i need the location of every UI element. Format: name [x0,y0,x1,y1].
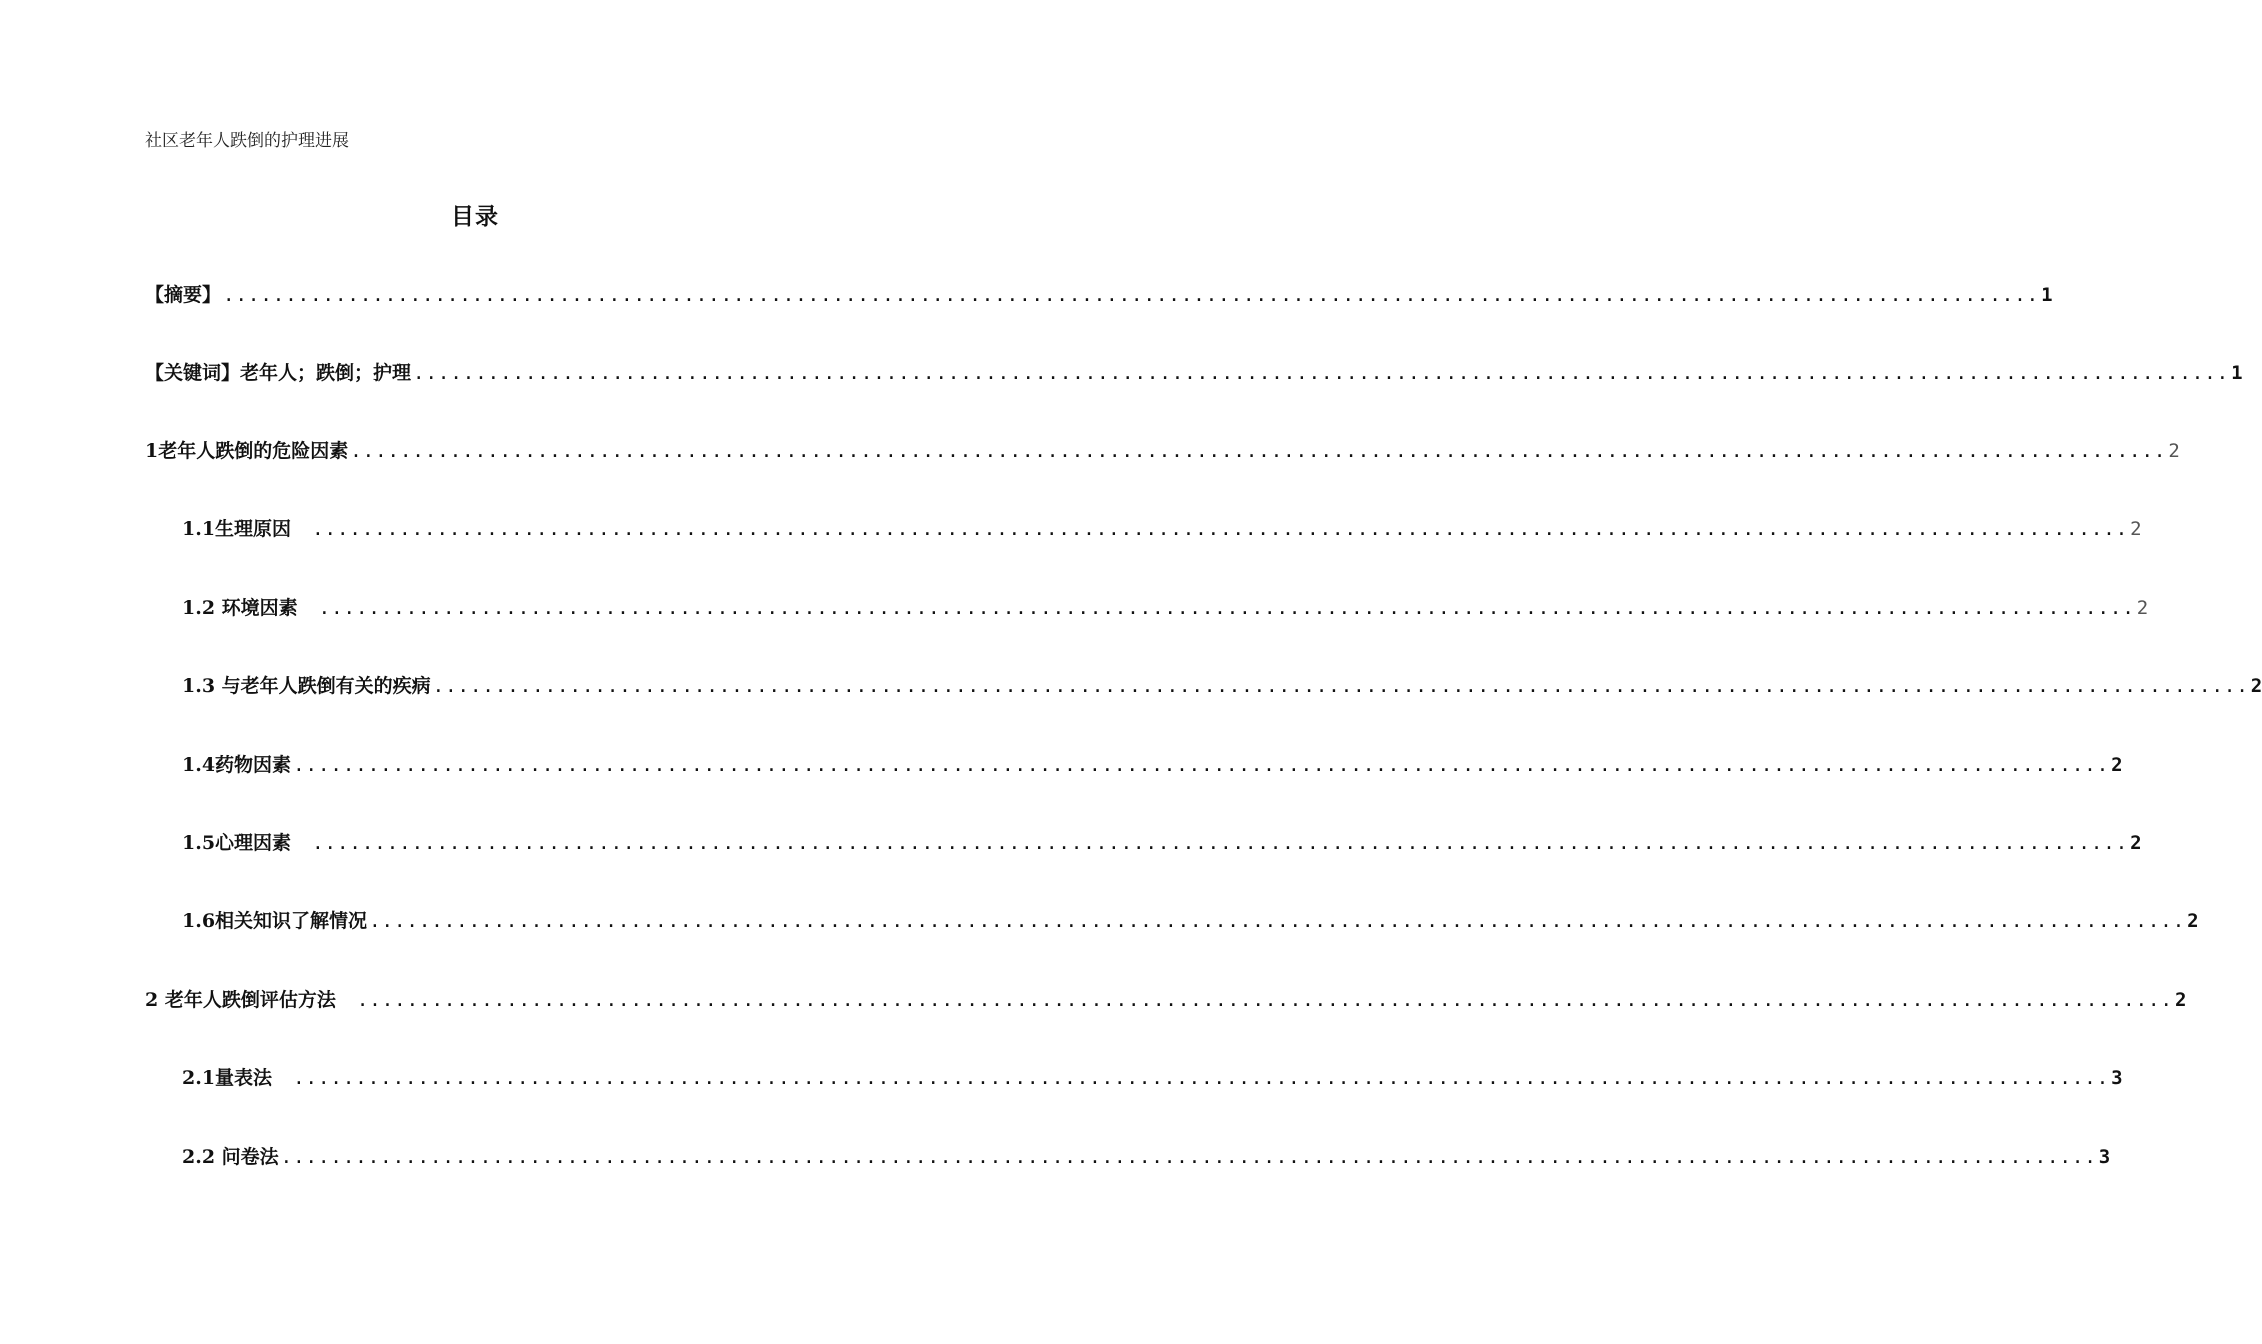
toc-leader-dots: .................................................................................................................................................. [280,1146,2097,1168]
running-header: 社区老年人跌倒的护理进展 [145,131,349,151]
toc-page-number: 2 [2130,832,2142,854]
toc-entry-section-2-2[interactable] [182,1142,2111,1172]
toc-entry-section-1-1[interactable] [182,514,2142,544]
toc-entry-section-1-2[interactable] [182,593,2149,623]
toc-entry-label: 1.3 与老年人跌倒有关的疾病 [182,675,431,697]
toc-entry-label: 1.5心理因素 [182,832,311,854]
toc-entry-abstract[interactable] [145,280,2053,310]
toc-title: 目录 [451,203,499,230]
toc-leader-dots: .................................................................................................................................................. [432,675,2249,697]
toc-entry-section-2-1[interactable] [182,1063,2123,1093]
toc-entry-label: 1.4药物因素 [182,754,292,776]
toc-entry-section-1[interactable] [145,436,2180,466]
toc-entry-label: 【关键词】老年人；跌倒；护理 [145,362,412,384]
toc-leader-dots: .................................................................................................................................................. [293,754,2110,776]
toc-leader-dots: .................................................................................................................................................. [350,440,2167,462]
toc-page-number: 2 [2187,910,2199,932]
toc-page-number: 2 [2130,518,2142,540]
toc-leader-dots: .................................................................................................................................................. [312,518,2129,540]
toc-leader-dots: .................................................................................................................................................. [318,597,2135,619]
toc-page-number: 2 [2168,440,2180,462]
toc-entry-label: 2.2 问卷法 [182,1146,279,1168]
toc-page-number: 2 [2136,597,2149,619]
toc-page-number: 2 [2174,989,2187,1011]
toc-page-number: 1 [2041,284,2053,306]
toc-entry-section-1-3[interactable] [182,671,2262,701]
toc-entry-label: 1.6相关知识了解情况 [182,910,368,932]
toc-leader-dots: .................................................................................................................................................. [369,910,2186,932]
toc-entry-label: 1.1生理原因 [182,518,311,540]
toc-page-number: 2 [2250,675,2262,697]
toc-leader-dots: .................................................................................................................................................. [356,989,2173,1011]
toc-entry-section-2[interactable] [145,985,2187,1015]
toc-page-number: 3 [2098,1146,2111,1168]
toc-leader-dots: .................................................................................................................................................. [312,832,2129,854]
toc-page-number: 1 [2231,362,2243,384]
toc-entry-label: 2 老年人跌倒评估方法 [145,989,355,1011]
toc-leader-dots: .................................................................................................................................................. [293,1067,2110,1089]
toc-page-number: 3 [2111,1067,2123,1089]
toc-entry-label: 【摘要】 [145,284,222,306]
toc-leader-dots: .................................................................................................................................................. [223,284,2040,306]
toc-entry-section-1-6[interactable] [182,906,2199,936]
toc-entry-label: 1.2 环境因素 [182,597,317,619]
toc-leader-dots: .................................................................................................................................................. [413,362,2230,384]
toc-entry-section-1-4[interactable] [182,750,2123,780]
toc-entry-label: 2.1量表法 [182,1067,292,1089]
toc-entry-label: 1老年人跌倒的危险因素 [145,440,349,462]
toc-entry-section-1-5[interactable] [182,828,2142,858]
toc-entry-keywords[interactable] [145,358,2243,388]
toc-page-number: 2 [2111,754,2123,776]
